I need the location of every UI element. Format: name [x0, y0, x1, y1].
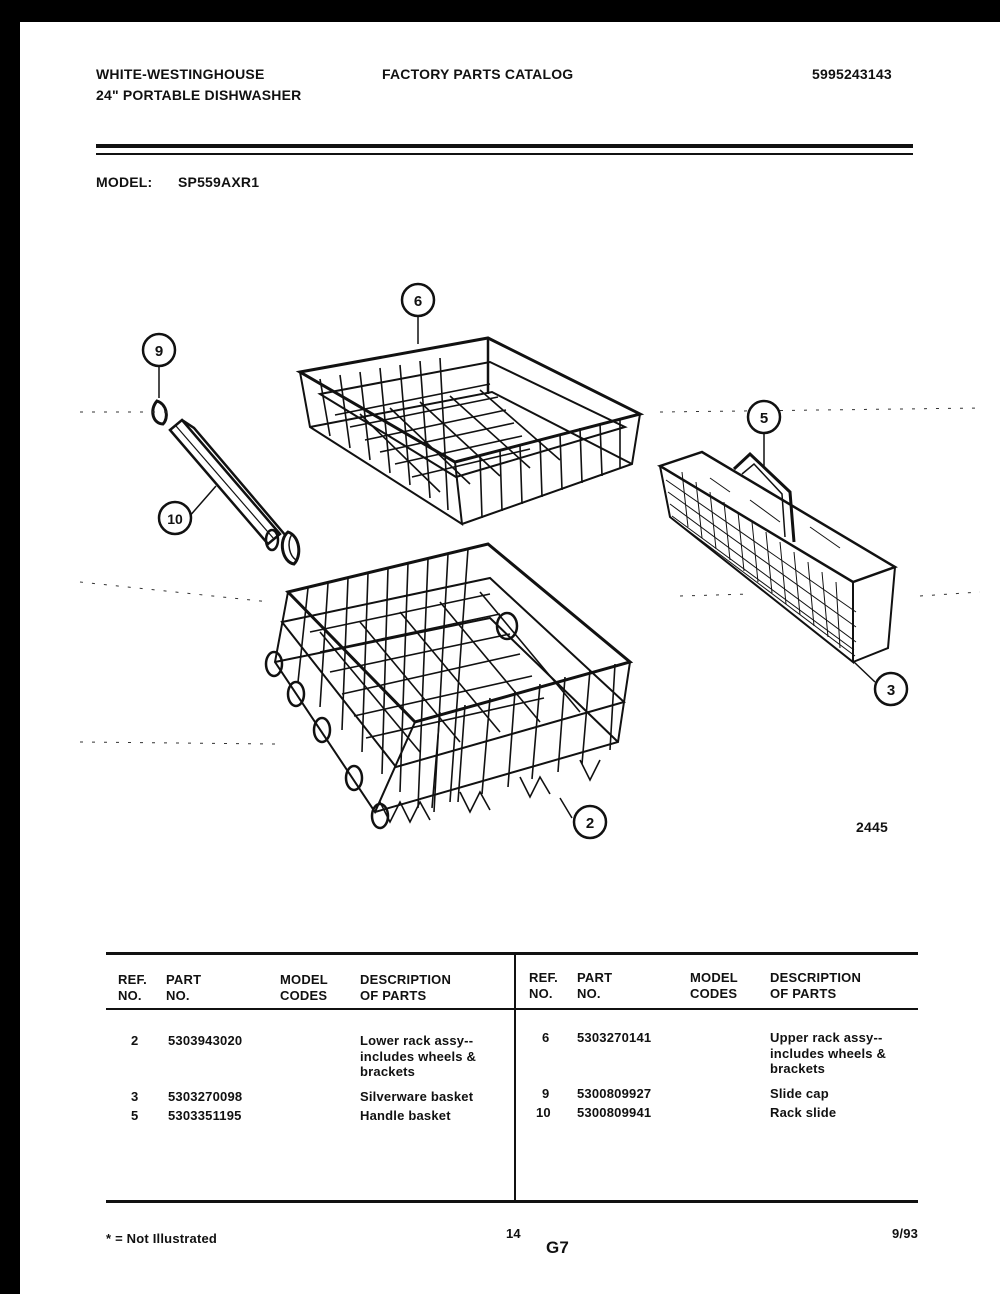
header-description-right: DESCRIPTION OF PARTS: [770, 970, 862, 1001]
brand-name: WHITE-WESTINGHOUSE: [96, 66, 265, 82]
silverware-basket-drawing: [660, 452, 895, 662]
callout-label: 3: [886, 682, 896, 699]
footer-date: 9/93: [892, 1226, 919, 1241]
header-model-codes-right: MODEL CODES: [690, 970, 738, 1001]
callout-label: 6: [413, 293, 423, 310]
part-number: 5300809941: [577, 1105, 652, 1120]
part-description: Upper rack assy-- includes wheels & brackets: [770, 1030, 887, 1076]
page-number: 14: [506, 1226, 521, 1241]
callout-label: 10: [167, 511, 183, 527]
ref-number: 9: [542, 1086, 550, 1101]
table-header-rule: [106, 1008, 918, 1010]
ref-number: 10: [536, 1105, 551, 1120]
table-center-divider: [514, 952, 516, 1200]
callout-ref-3: [875, 673, 907, 705]
section-code: G7: [546, 1238, 570, 1257]
ref-number: 6: [542, 1030, 550, 1045]
upper-rack-drawing: [300, 338, 640, 524]
callout-ref-6: [402, 284, 434, 316]
rack-slide-drawing: [170, 420, 286, 550]
header-model-codes: MODEL CODES: [280, 972, 328, 1003]
part-number: 5303943020: [168, 1033, 243, 1048]
part-description: Silverware basket: [360, 1089, 474, 1104]
header-part-no-right: PART NO.: [577, 970, 613, 1001]
catalog-number: 5995243143: [812, 66, 892, 82]
model-number: SP559AXR1: [178, 174, 260, 190]
part-number: 5300809927: [577, 1086, 652, 1101]
ref-number: 3: [131, 1089, 139, 1104]
callout-ref-9: [143, 334, 175, 366]
callout-label: 5: [759, 410, 769, 427]
part-description: Rack slide: [770, 1105, 837, 1120]
header-part-no: PART NO.: [166, 972, 202, 1003]
callout-ref-5: [748, 401, 780, 433]
table-top-rule: [106, 952, 918, 955]
header-ref-no: REF. NO.: [118, 972, 147, 1003]
callout-label: 2: [585, 815, 595, 832]
part-description: Handle basket: [360, 1108, 451, 1123]
footer-note: * = Not Illustrated: [106, 1231, 218, 1246]
ref-number: 2: [131, 1033, 139, 1048]
table-bottom-rule: [106, 1200, 918, 1203]
catalog-title: FACTORY PARTS CATALOG: [382, 66, 574, 82]
part-description: Slide cap: [770, 1086, 829, 1101]
part-number: 5303270098: [168, 1089, 243, 1104]
callout-ref-2: [574, 806, 606, 838]
header-description: DESCRIPTION OF PARTS: [360, 972, 452, 1003]
model-label: MODEL:: [96, 174, 153, 190]
part-number: 5303351195: [168, 1108, 242, 1123]
exploded-parts-diagram: [20, 22, 1000, 862]
callout-label: 9: [154, 343, 164, 360]
product-name: 24" PORTABLE DISHWASHER: [96, 87, 302, 103]
parts-catalog-page: [20, 22, 1000, 1294]
part-number: 5303270141: [577, 1030, 652, 1045]
callout-circles: [143, 284, 907, 838]
lower-rack-drawing: [266, 544, 630, 828]
part-description: Lower rack assy-- includes wheels & brackets: [360, 1033, 477, 1079]
header-ref-no-right: REF. NO.: [529, 970, 558, 1001]
ref-number: 5: [131, 1108, 139, 1123]
figure-number: 2445: [856, 819, 888, 835]
callout-ref-10: [159, 502, 191, 534]
